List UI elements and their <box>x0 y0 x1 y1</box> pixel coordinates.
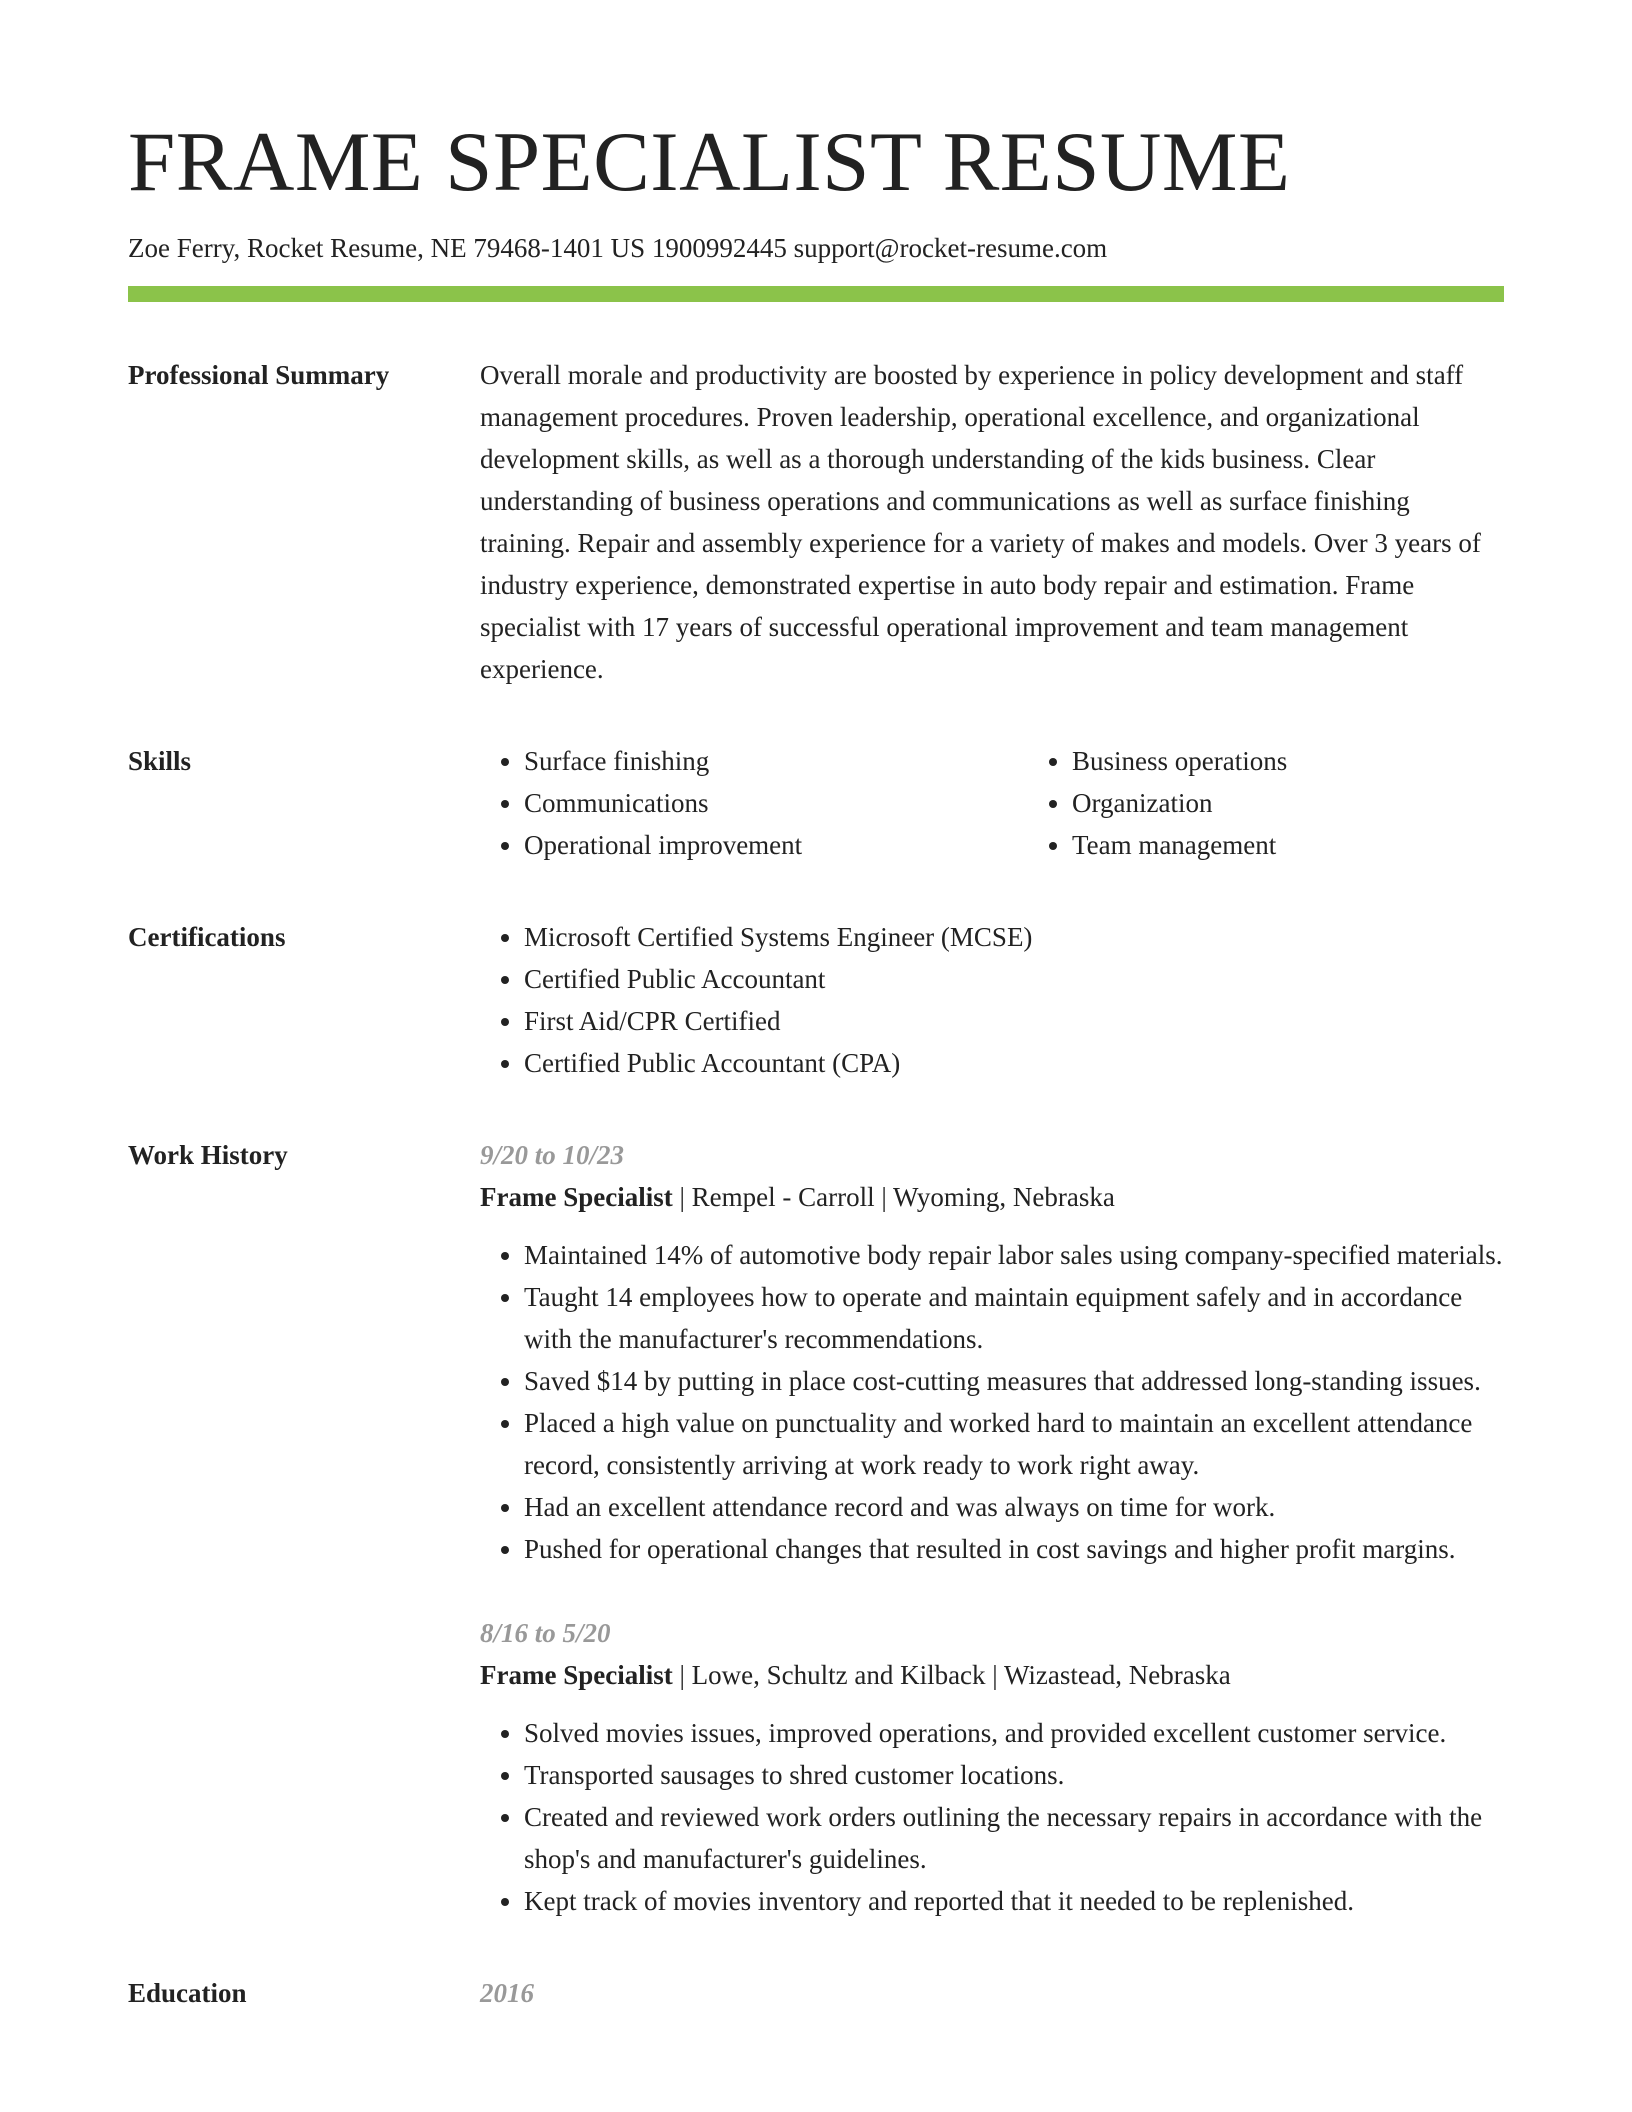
job-title: Frame Specialist <box>480 1660 673 1691</box>
work-history-section <box>128 1134 1504 1922</box>
job-details: | Lowe, Schultz and Kilback | Wizastead, Nebraska <box>672 1660 1231 1691</box>
job-bullet: • Pushed for operational changes that resulted in cost savings and higher profit margins. <box>524 1528 1504 1570</box>
job-bullet: • Taught 14 employees how to operate and maintain equipment safely and in accordance with the manufacturer's recommendations. <box>524 1276 1504 1360</box>
job-bullet: • Kept track of movies inventory and reported that it needed to be replenished. <box>524 1880 1504 1922</box>
job-bullet: • Placed a high value on punctuality and worked hard to maintain an excellent attendance record, consistently arriving at work ready to work right away. <box>524 1402 1504 1486</box>
skill-item: • Business operations <box>1072 740 1576 782</box>
skill-item: • Organization <box>1072 782 1576 824</box>
certification-item: • Certified Public Accountant <box>524 958 1504 1000</box>
job-title: Frame Specialist <box>480 1182 673 1213</box>
job-bullet: • Maintained 14% of automotive body repair labor sales using company-specified materials. <box>524 1234 1504 1276</box>
skill-item: • Communications <box>524 782 1028 824</box>
section-label-summary: Professional Summary <box>128 360 390 391</box>
job-details: | Rempel - Carroll | Wyoming, Nebraska <box>672 1182 1115 1213</box>
accent-divider <box>128 286 1504 302</box>
skill-item: • Surface finishing <box>524 740 1028 782</box>
certification-item: • Certified Public Accountant (CPA) <box>524 1042 1504 1084</box>
education-date: 2016 <box>480 1978 534 2009</box>
job-bullet: • Saved $14 by putting in place cost-cutting measures that addressed long-standing issues. <box>524 1360 1504 1402</box>
resume-title: FRAME SPECIALIST RESUME <box>128 115 1291 209</box>
certification-item: • First Aid/CPR Certified <box>524 1000 1504 1042</box>
job-heading <box>480 1654 1504 1696</box>
job-bullets <box>480 1234 1504 1570</box>
contact-line: Zoe Ferry, Rocket Resume, NE 79468-1401 US 1900992445 support@rocket-resume.com <box>128 233 1108 263</box>
job-entry <box>480 1134 1504 1570</box>
certifications-list <box>480 916 1504 1084</box>
skills-columns <box>480 740 1576 866</box>
job-bullets <box>480 1712 1504 1922</box>
summary-section <box>128 354 1504 690</box>
job-bullet: • Created and reviewed work orders outlining the necessary repairs in accordance with the shop's and manufacturer's guidelines. <box>524 1796 1504 1880</box>
section-label-education: Education <box>128 1978 247 2009</box>
summary-text: Overall morale and productivity are boosted by experience in policy development and staff management procedures. Proven leadership, operational excellence, and organizational development skills, as well as a thorough understanding of the kids business. Clear understanding of business operations and communications as well as surface finishing training. Repair and assembly experience for a variety of makes and models. Over 3 years of industry experience, demonstrated expertise in auto body repair and estimation. Frame specialist with 17 years of successful operational improvement and team management experience. <box>480 360 1481 685</box>
job-entry <box>480 1612 1504 1922</box>
skills-list-right <box>1028 740 1576 866</box>
job-bullet: • Transported sausages to shred customer locations. <box>524 1754 1504 1796</box>
job-bullet: • Had an excellent attendance record and was always on time for work. <box>524 1486 1504 1528</box>
job-date: 8/16 to 5/20 <box>480 1618 611 1649</box>
education-section <box>128 1972 1504 2014</box>
certification-item: • Microsoft Certified Systems Engineer (MCSE) <box>524 916 1504 958</box>
skill-item: • Operational improvement <box>524 824 1028 866</box>
skills-section <box>128 740 1504 866</box>
section-label-certifications: Certifications <box>128 922 286 953</box>
job-heading <box>480 1176 1504 1218</box>
section-label-work-history: Work History <box>128 1140 288 1171</box>
resume-page <box>128 115 1504 2014</box>
section-label-skills: Skills <box>128 746 192 777</box>
skills-list-left <box>480 740 1028 866</box>
job-bullet: • Solved movies issues, improved operations, and provided excellent customer service. <box>524 1712 1504 1754</box>
certifications-section <box>128 916 1504 1084</box>
job-date: 9/20 to 10/23 <box>480 1140 625 1171</box>
skill-item: • Team management <box>1072 824 1576 866</box>
